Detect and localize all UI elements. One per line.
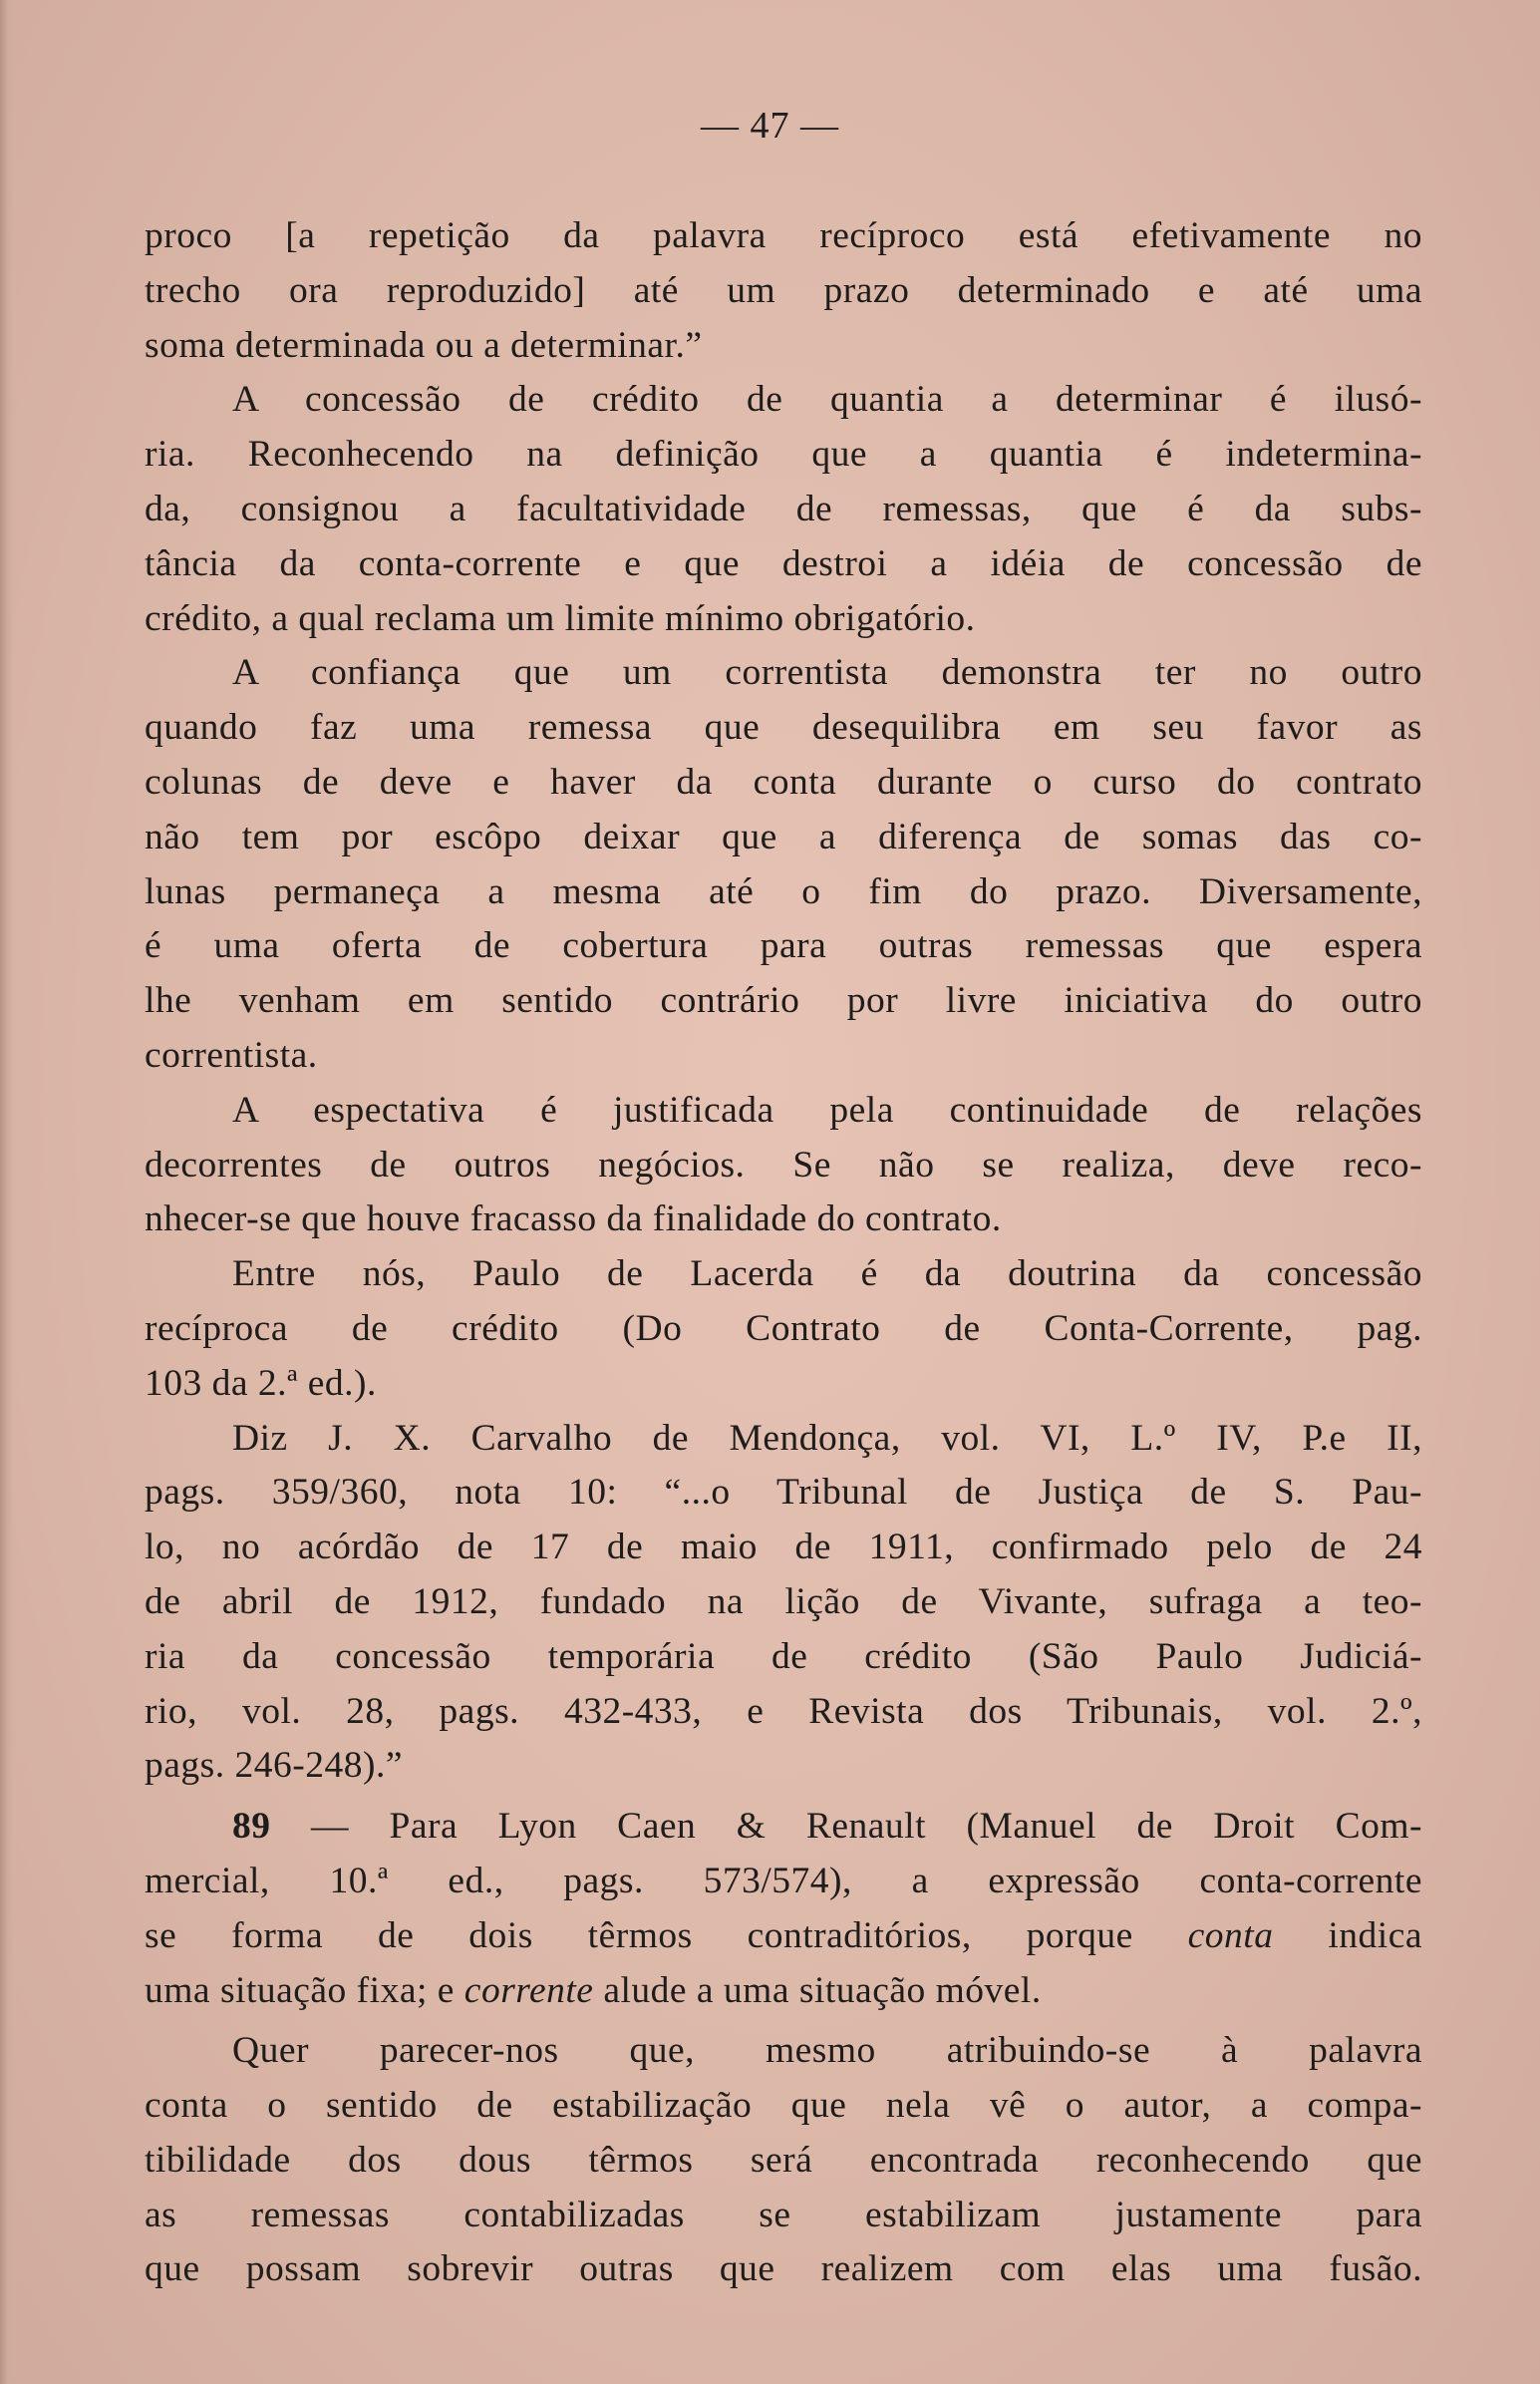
paragraph-number: 89 [232, 1806, 271, 1848]
text-line: da, consignou a facultatividade de remessas, que é da subs- [145, 488, 1422, 529]
page-edge [0, 0, 14, 2384]
text-line: é uma oferta de cobertura para outras remessas que espera [145, 925, 1422, 967]
text-span: indica [1328, 1914, 1422, 1956]
text-line: lunas permaneça a mesma até o fim do prazo. Diversamente, [145, 870, 1422, 912]
text-line: pags. 359/360, nota 10: “...o Tribunal de Justiça de S. Pau- [145, 1472, 1422, 1514]
text-line: decorrentes de outros negócios. Se não se realiza, deve reco- [145, 1144, 1422, 1186]
paragraph-first-line: A espectativa é justificada pela continuidade de relações [232, 1089, 1422, 1131]
text-line: tância da conta-corrente e que destroi a idéia de concessão de [145, 542, 1422, 584]
text-line: crédito, a qual reclama um limite mínimo obrigatório. [145, 597, 976, 639]
paragraph-first-line: A concessão de crédito de quantia a determinar é ilusó- [232, 379, 1422, 421]
text-line [145, 1909, 1422, 1964]
text-line [145, 1964, 1422, 2019]
text-line: ria da concessão temporária de crédito (São Paulo Judiciá- [145, 1635, 1422, 1677]
text-line: rio, vol. 28, pags. 432-433, e Revista dos Tribunais, vol. 2.º, [145, 1690, 1422, 1732]
text-line: conta o sentido de estabilização que nela vê o autor, a compa- [145, 2085, 1422, 2127]
text-line: lo, no acórdão de 17 de maio de 1911, confirmado pelo de 24 [145, 1527, 1422, 1568]
text-span: — Para Lyon Caen & Renault (Manuel de Droit Com- [270, 1806, 1422, 1848]
text-line: trecho ora reproduzido] até um prazo determinado e até uma [145, 269, 1422, 311]
text-line: ria. Reconhecendo na definição que a quantia é indetermina- [145, 434, 1422, 476]
text-span: uma situação fixa; e [145, 1969, 455, 2011]
text-line: as remessas contabilizadas se estabilizam justamente para [145, 2194, 1422, 2235]
text-line: recíproca de crédito (Do Contrato de Conta-Corrente, pag. [145, 1307, 1422, 1349]
text-line: lhe venham em sentido contrário por livre iniciativa do outro [145, 980, 1422, 1022]
paragraph-first-line: Quer parecer-nos que, mesmo atribuindo-se à palavra [232, 2030, 1422, 2072]
body-text [145, 209, 1422, 2297]
text-line: colunas de deve e haver da conta durante o curso do contrato [145, 761, 1422, 803]
text-line: pags. 246-248).” [145, 1745, 403, 1787]
text-line: de abril de 1912, fundado na lição de Vivante, sufraga a teo- [145, 1580, 1422, 1622]
text-line: soma determinada ou a determinar.” [145, 324, 703, 366]
text-line: que possam sobrevir outras que realizem com elas uma fusão. [145, 2248, 1422, 2290]
text-span: se forma de dois têrmos contraditórios, porque [145, 1914, 1133, 1956]
text-line: nhecer-se que houve fracasso da finalidade do contrato. [145, 1198, 1002, 1240]
text-line: correntista. [145, 1034, 318, 1076]
text-line: proco [a repetição da palavra recíproco está efetivamente no [145, 215, 1422, 256]
paragraph-first-line: A confiança que um correntista demonstra ter no outro [232, 652, 1422, 694]
text-line: tibilidade dos dous têrmos será encontrada reconhecendo que [145, 2139, 1422, 2181]
text-span: alude a uma situação móvel. [603, 1969, 1042, 2011]
text-line: quando faz uma remessa que desequilibra em seu favor as [145, 707, 1422, 749]
italic-term: conta [1187, 1914, 1274, 1956]
page-number: — 47 — [701, 105, 839, 147]
text-line: 103 da 2.ª ed.). [145, 1362, 377, 1404]
paragraph-first-line: Entre nós, Paulo de Lacerda é da doutrina da concessão [232, 1253, 1422, 1295]
italic-term: corrente [463, 1969, 594, 2011]
numbered-paragraph-first-line [145, 1800, 1422, 1855]
paragraph-first-line: Diz J. X. Carvalho de Mendonça, vol. VI, L.º IV, P.e II, [232, 1417, 1422, 1459]
text-line: mercial, 10.ª ed., pags. 573/574), a expressão conta-corrente [145, 1860, 1422, 1901]
text-line: não tem por escôpo deixar que a diferença de somas das co- [145, 816, 1422, 857]
